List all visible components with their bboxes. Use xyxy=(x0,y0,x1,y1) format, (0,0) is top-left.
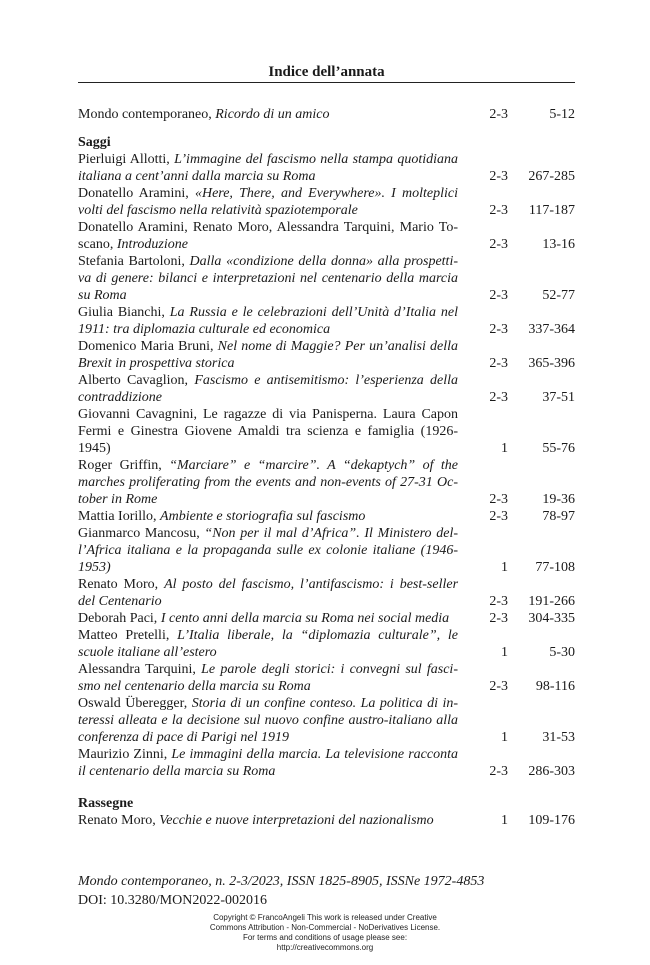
entry-author: Gianmarco Mancosu, xyxy=(78,526,200,541)
entry-pages: 337-364 xyxy=(528,322,575,337)
entry-issue: 1 xyxy=(501,441,508,456)
entry-author: Mattia Iorillo, xyxy=(78,509,157,524)
entry-issue: 2-3 xyxy=(489,679,508,694)
entry-title: Nel nome di Maggie? Per un’analisi della Brexit in prospettiva storica xyxy=(78,339,459,371)
entry-title: Al posto del fascismo, l’antifascismo: i best-seller del Centenario xyxy=(78,577,459,609)
entry-issue: 2-3 xyxy=(489,322,508,337)
intro-entry xyxy=(78,106,575,123)
entry-title: Le parole degli storici: i convegni sul fasci-smo nel centenario della marcia su Roma xyxy=(78,662,458,694)
entry-title: “Non per il mal d’Africa”. Il Ministero del-l’Africa italiana e la propaganda sulle ex colonie italiane (1946-1953) xyxy=(78,526,459,575)
entry-author: Maurizio Zinni, xyxy=(78,747,168,762)
toc-entry xyxy=(78,372,575,406)
entry-author: Pierluigi Allotti, xyxy=(78,152,170,167)
toc-entry xyxy=(78,151,575,185)
entry-issue: 2-3 xyxy=(489,594,508,609)
entry-author: Alberto Cavaglion, xyxy=(78,373,189,388)
entry-issue: 2-3 xyxy=(489,492,508,507)
license-link[interactable]: http://creativecommons.org xyxy=(276,943,374,952)
license-line: For terms and conditions of usage please see: xyxy=(242,933,408,942)
entry-issue: 2-3 xyxy=(489,288,508,303)
entry-issue: 2-3 xyxy=(489,611,508,626)
entry-title: Dalla «condizione della donna» alla prospetti-va di genere: bilanci e interpretazioni nel centenario della marcia su Roma xyxy=(78,254,458,303)
entry-issue: 2-3 xyxy=(489,203,508,218)
entry-pages: 117-187 xyxy=(528,203,575,218)
entry-pages: 5-12 xyxy=(549,107,575,122)
entry-pages: 31-53 xyxy=(542,730,575,745)
entry-pages: 52-77 xyxy=(542,288,575,303)
entry-title: L’immagine del fascismo nella stampa quotidiana italiana a cent’anni dalla marcia su Roma xyxy=(78,152,458,184)
toc-entry xyxy=(78,746,575,780)
entry-issue: 2-3 xyxy=(489,237,508,252)
toc-entry xyxy=(78,610,575,627)
journal-citation: Mondo contemporaneo, n. 2-3/2023, ISSN 1825-8905, ISSNe 1972-4853 xyxy=(78,874,485,889)
entry-author: Stefania Bartoloni, xyxy=(78,254,185,269)
entry-title: Introduzione xyxy=(116,237,188,252)
entry-author: Renato Moro, xyxy=(78,577,159,592)
entry-pages: 191-266 xyxy=(528,594,575,609)
entry-author: Donatello Aramini, Renato Moro, Alessandra Tarquini, Mario To-scano, xyxy=(78,220,458,252)
entry-issue: 2-3 xyxy=(489,509,508,524)
entry-pages: 77-108 xyxy=(535,560,575,575)
toc-entry xyxy=(78,627,575,661)
entry-author: Oswald Überegger, xyxy=(78,696,188,711)
entry-title: I cento anni della marcia su Roma nei social media xyxy=(160,611,450,626)
entry-pages: 37-51 xyxy=(542,390,575,405)
entry-pages: 286-303 xyxy=(528,764,575,779)
entry-issue: 1 xyxy=(501,730,508,745)
entry-author: Roger Griffin, xyxy=(78,458,162,473)
doi: DOI: 10.3280/MON2022-002016 xyxy=(78,893,267,908)
page-title: Indice dell’annata xyxy=(268,64,385,80)
entry-pages: 98-116 xyxy=(535,679,575,694)
entry-title: L’Italia liberale, la “diplomazia culturale”, le scuole italiane all’estero xyxy=(78,628,458,660)
page-footer xyxy=(78,872,575,910)
entry-pages: 19-36 xyxy=(542,492,575,507)
entry-title: Ambiente e storiografia sul fascismo xyxy=(160,509,366,524)
entry-title: Le immagini della marcia. La televisione racconta il centenario della marcia su Roma xyxy=(78,747,458,779)
section-spacer xyxy=(78,780,575,795)
entry-issue: 1 xyxy=(501,645,508,660)
toc-entry xyxy=(78,219,575,253)
entry-issue: 2-3 xyxy=(489,764,508,779)
license-line: Copyright © FrancoAngeli This work is released under Creative xyxy=(213,913,437,922)
entry-author: Giulia Bianchi, xyxy=(78,305,165,320)
entry-issue: 1 xyxy=(501,813,508,828)
entry-pages: 55-76 xyxy=(542,441,575,456)
entry-pages: 13-16 xyxy=(542,237,575,252)
entry-author: Domenico Maria Bruni, xyxy=(78,339,214,354)
entry-pages: 78-97 xyxy=(542,509,575,524)
entry-issue: 2-3 xyxy=(489,169,508,184)
toc-entry xyxy=(78,508,575,525)
entry-pages: 267-285 xyxy=(528,169,575,184)
entry-title: La Russia e le celebrazioni dell’Unità d’Italia nel 1911: tra diplomazia culturale ed economica xyxy=(78,305,458,337)
entry-author: Giovanni Cavagnini, xyxy=(78,407,198,422)
title-divider xyxy=(78,82,575,83)
toc-sections xyxy=(78,134,575,829)
entry-title: Vecchie e nuove interpretazioni del nazionalismo xyxy=(159,813,434,828)
entry-title: Le ragazze di via Panisperna. Laura Capon Fermi e Ginestra Giovene Amaldi tra scienza e famiglia (1926-1945) xyxy=(78,407,458,456)
entry-author: Matteo Pretelli, xyxy=(78,628,170,643)
toc-entry xyxy=(78,812,575,829)
toc-entry xyxy=(78,576,575,610)
table-of-contents xyxy=(78,106,575,829)
toc-entry xyxy=(78,406,575,457)
entry-issue: 2-3 xyxy=(489,107,508,122)
toc-entry xyxy=(78,338,575,372)
entry-pages: 5-30 xyxy=(549,645,575,660)
toc-entry xyxy=(78,185,575,219)
entry-pages: 365-396 xyxy=(528,356,575,371)
license-line: Commons Attribution - Non-Commercial - NoDerivatives License. xyxy=(209,923,441,932)
toc-entry xyxy=(78,661,575,695)
entry-author: Donatello Aramini, xyxy=(78,186,189,201)
toc-entry xyxy=(78,304,575,338)
entry-author: Renato Moro, xyxy=(78,813,156,828)
entry-title: Ricordo di un amico xyxy=(215,107,330,122)
entry-pages: 109-176 xyxy=(528,813,575,828)
entry-author: Deborah Paci, xyxy=(78,611,158,626)
license-notice xyxy=(180,913,470,953)
entry-author: Alessandra Tarquini, xyxy=(78,662,196,677)
toc-entry xyxy=(78,525,575,576)
entry-pages: 304-335 xyxy=(528,611,575,626)
entry-title: “Marciare” e “marcire”. A “dekaptych” of the marches proliferating from the events and non-events of 27-31 Oc-tober in Rome xyxy=(78,458,459,507)
entry-title: «Here, There, and Everywhere». I molteplici volti del fascismo nella relatività spaziotemporale xyxy=(78,186,458,218)
toc-entry xyxy=(78,695,575,746)
section-heading: Saggi xyxy=(78,135,111,150)
entry-title: Storia di un confine conteso. La politica di in-teressi alleata e la decisione sul nuovo confine austro-italiano alla conferenza di pace di Parigi nel 1919 xyxy=(78,696,458,745)
entry-issue: 1 xyxy=(501,560,508,575)
entry-issue: 2-3 xyxy=(489,390,508,405)
section-heading: Rassegne xyxy=(78,796,134,811)
entry-author: Mondo contemporaneo, xyxy=(78,107,212,122)
toc-entry xyxy=(78,457,575,508)
entry-issue: 2-3 xyxy=(489,356,508,371)
toc-entry xyxy=(78,253,575,304)
entry-title: Fascismo e antisemitismo: l’esperienza della contraddizione xyxy=(78,373,459,405)
